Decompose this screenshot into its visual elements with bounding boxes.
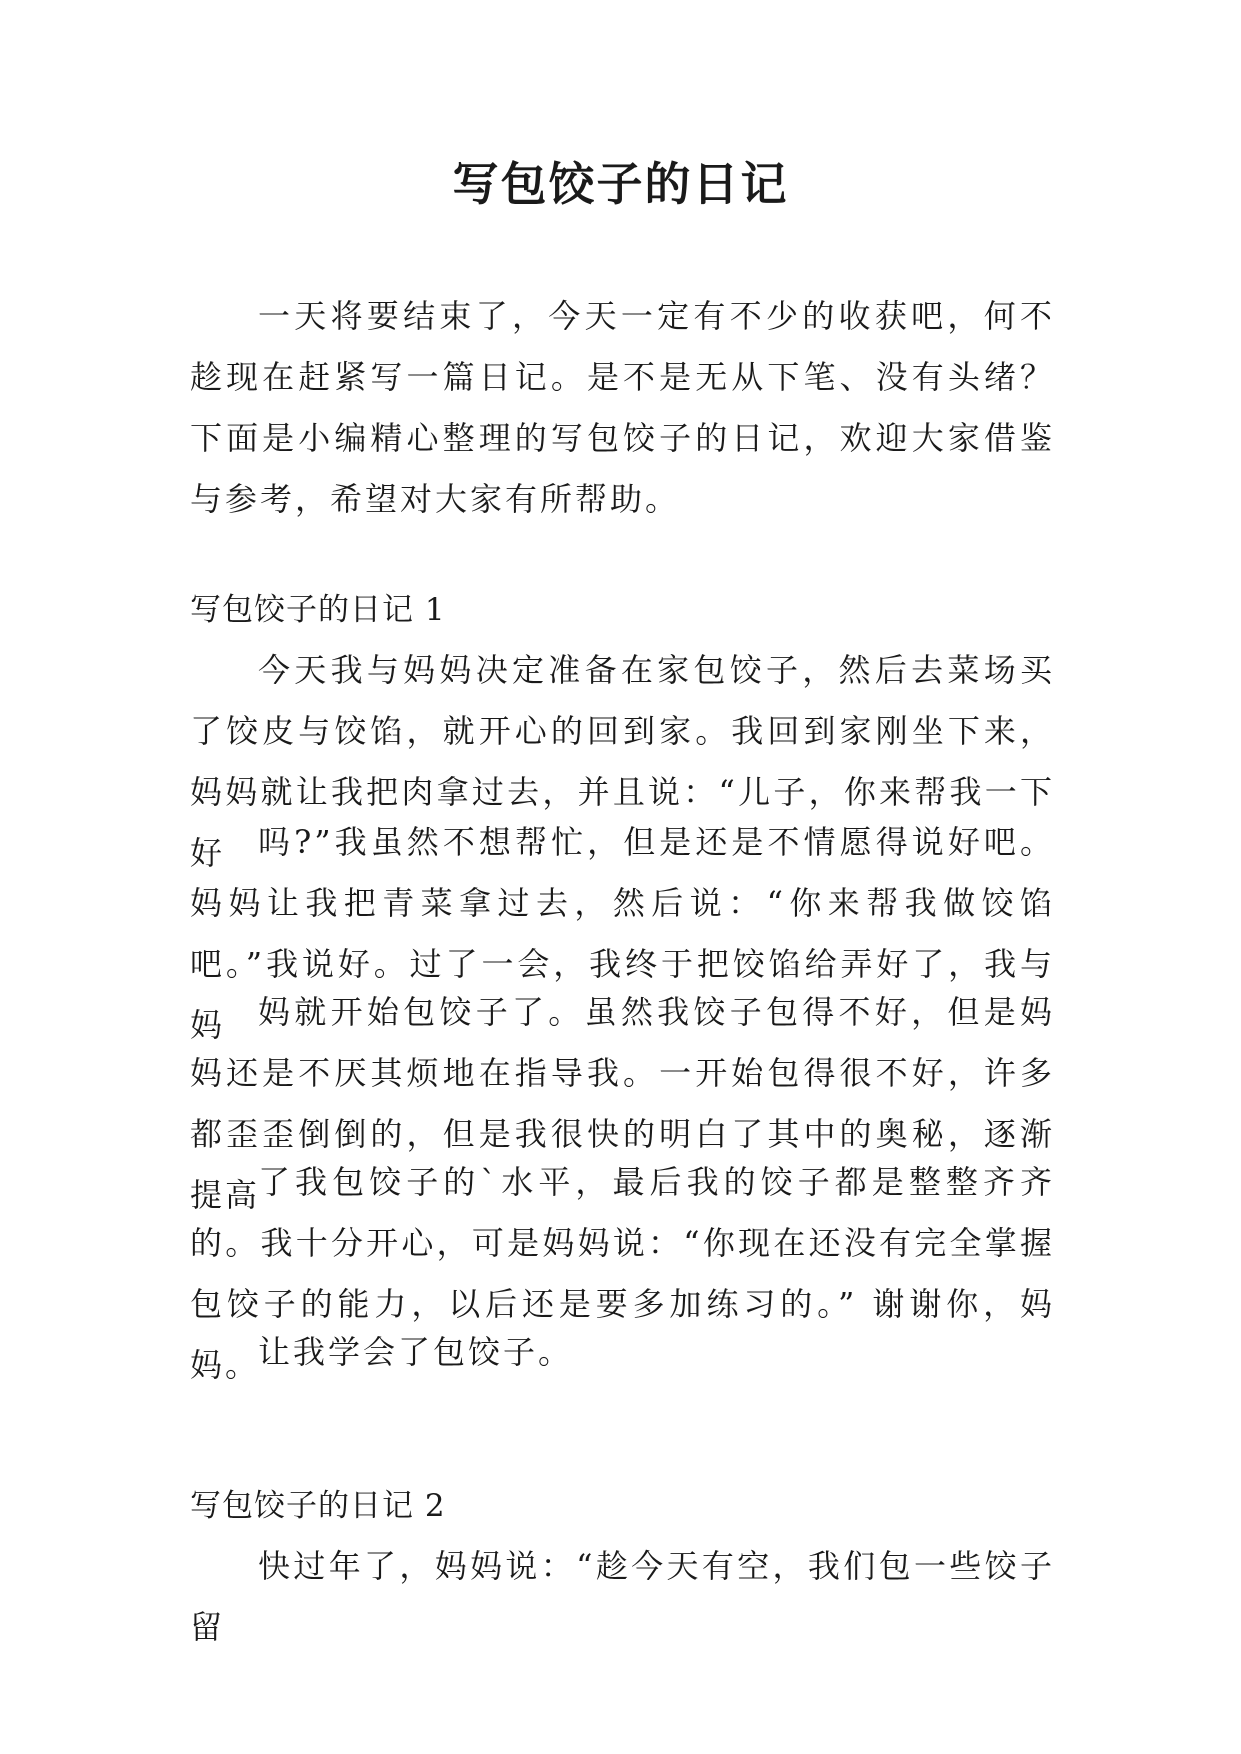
section-1-paragraph-3: 妈就开始包饺子了。虽然我饺子包得不好，但是妈妈还是不厌其烦地在指导我。一开始包得很不好，许多都歪歪倒倒的，但是我很快的明白了其中的奥秘，逐渐提高 — [190, 993, 1055, 1214]
section-1-paragraph-2: 吗?”我虽然不想帮忙，但是还是不情愿得说好吧。妈妈让我把青菜拿过去，然后说：“你来帮我做饺馅吧。”我说好。过了一会，我终于把饺馅给弄好了，我与妈 — [190, 823, 1055, 1044]
section-heading-1: 写包饺子的日记 1 — [190, 592, 446, 628]
section-heading-2: 写包饺子的日记 2 — [190, 1488, 446, 1524]
page-title: 写包饺子的日记 — [452, 157, 789, 211]
section-1-paragraph-4: 了我包饺子的`水平，最后我的饺子都是整整齐齐的。我十分开心，可是妈妈说：“你现在还没有完全掌握包饺子的能力，以后还是要多加练习的。” 谢谢你，妈妈。 — [190, 1163, 1055, 1384]
section-1-paragraph-5: 让我学会了包饺子。 — [258, 1333, 574, 1371]
intro-paragraph: 一天将要结束了，今天一定有不少的收获吧，何不趁现在赶紧写一篇日记。是不是无从下笔、没有头绪？下面是小编精心整理的写包饺子的日记，欢迎大家借鉴与参考，希望对大家有所帮助。 — [190, 297, 1055, 518]
section-2-paragraph-1: 快过年了，妈妈说：“趁今天有空，我们包一些饺子留 — [190, 1547, 1055, 1646]
section-1-paragraph-1: 今天我与妈妈决定准备在家包饺子，然后去菜场买了饺皮与饺馅，就开心的回到家。我回到家刚坐下来，妈妈就让我把肉拿过去，并且说：“儿子，你来帮我一下好 — [190, 651, 1055, 872]
